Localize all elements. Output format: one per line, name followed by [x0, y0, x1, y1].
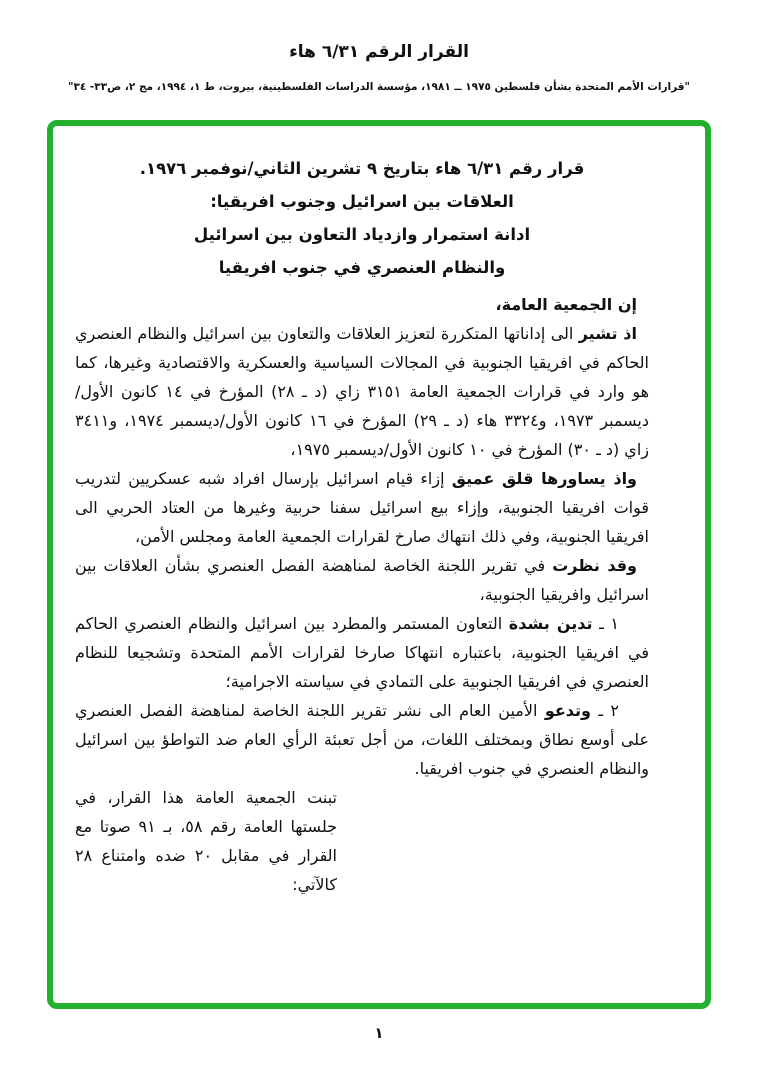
paragraph-lead: إن الجمعية العامة، — [495, 295, 637, 314]
paragraph-lead: وتدعو — [544, 701, 591, 720]
paragraph-lead: واذ يساورها قلق عميق — [451, 469, 638, 488]
paragraph-concern — [75, 464, 649, 551]
paragraph-text: في تقرير اللجنة الخاصة لمناهضة الفصل العنصري بشأن العلاقات بين اسرائيل وافريقيا الجنوبية، — [75, 556, 649, 604]
resolution-heading — [75, 152, 649, 284]
paragraph-number: ٢ ـ — [590, 701, 620, 720]
paragraph-text: الى إداناتها المتكررة لتعزيز العلاقات والتعاون بين اسرائيل والنظام العنصري الحاكم في افريقيا الجنوبية في المجالات السياسية والعسكرية والاقتصادية وغيرها، كما هو وارد في قرارات الجمعية العامة ٣١٥١ زاي (د ـ ٢٨) المؤرخ في ١٤ كانون الأول/ديسمبر ١٩٧٣، و٣٣٢٤ هاء (د ـ ٢٩) المؤرخ في ١٦ كانون الأول/ديسمبر ١٩٧٤، و٣٤١١ زاي (د ـ ٣٠) المؤرخ في ١٠ كانون الأول/ديسمبر ١٩٧٥، — [75, 324, 650, 459]
paragraph-operative-1 — [75, 609, 649, 696]
adoption-note: تبنت الجمعية العامة هذا القرار، في جلستها العامة رقم ٥٨، بـ ٩١ صوتا مع القرار في مقابل ٢٠ ضده وامتناع ٢٨ كالآتي: — [75, 788, 338, 894]
paragraph-text: التعاون المستمر والمطرد بين اسرائيل والنظام العنصري الحاكم في افريقيا الجنوبية، باعتباره انتهاكا صارخا لقرارات الأمم المتحدة وتشجيعا للنظام العنصري في افريقيا الجنوبية على التمادي في سياسته الاجرامية؛ — [75, 614, 649, 691]
heading-line: ادانة استمرار وازدياد التعاون بين اسرائيل — [193, 225, 531, 244]
paragraph-considered — [75, 551, 649, 609]
page-number: ١ — [374, 1024, 384, 1042]
paragraph-lead: وقد نظرت — [552, 556, 638, 575]
source-citation: "قرارات الأمم المتحدة بشأن فلسطين ١٩٧٥ ــ ١٩٨١، مؤسسة الدراسات الفلسطينية، بيروت، ط ١، ١٩٩٤، مج ٢، ص٣٣- ٣٤" — [67, 81, 691, 93]
paragraph-operative-2 — [75, 696, 649, 783]
paragraph-lead: اذ تشير — [578, 324, 637, 343]
resolution-frame — [47, 120, 711, 1009]
paragraph-preamble-opening — [75, 290, 649, 319]
paragraph-number: ١ ـ — [592, 614, 619, 633]
paragraph-text: الأمين العام الى نشر تقرير اللجنة الخاصة لمناهضة الفصل العنصري على أوسع نطاق وبمختلف اللغات، من أجل تعبئة الرأي العام ضد التواطؤ بين اسرائيل والنظام العنصري في جنوب افريقيا. — [75, 701, 649, 778]
paragraph-recalling — [75, 319, 649, 464]
heading-line: والنظام العنصري في جنوب افريقيا — [218, 258, 506, 277]
paragraph-lead: تدين بشدة — [508, 614, 593, 633]
heading-line: قرار رقم ٦/٣١ هاء بتاريخ ٩ تشرين الثاني/نوفمبر ١٩٧٦. — [139, 159, 585, 178]
heading-line: العلاقات بين اسرائيل وجنوب افريقيا: — [210, 192, 514, 211]
resolution-content — [75, 152, 649, 899]
page-title: القرار الرقم ٦/٣١ هاء — [289, 42, 469, 62]
paragraph-text: إزاء قيام اسرائيل بإرسال افراد شبه عسكريين لتدريب قوات افريقيا الجنوبية، وإزاء بيع اسرائيل سفنا حربية وغيرها من العتاد الحربي الى افريقيا الجنوبية، وفي ذلك انتهاك صارخ لقرارات الجمعية العامة ومجلس الأمن، — [75, 469, 649, 546]
